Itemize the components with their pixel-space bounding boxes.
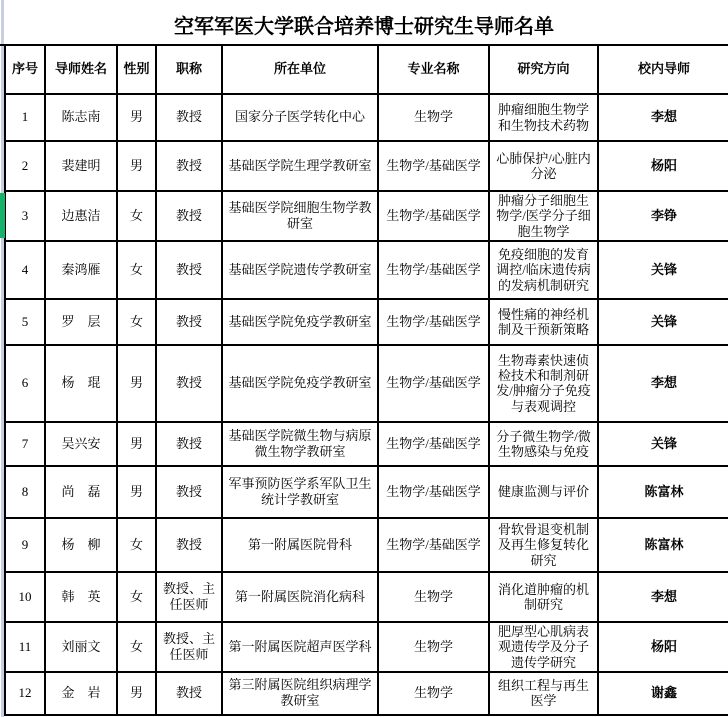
cell-supervisor-name: 杨 柳 (45, 518, 117, 572)
cell-supervisor-name: 陈志南 (45, 94, 117, 141)
cell-major: 生物学/基础医学 (378, 191, 489, 241)
table-row (5, 672, 728, 715)
cell-gender: 男 (117, 422, 156, 466)
cell-research-direction: 肿瘤细胞生物学和生物技术药物 (489, 94, 598, 141)
cell-job-title: 教授 (156, 345, 222, 422)
cell-index: 7 (5, 422, 45, 466)
cell-job-title: 教授、主任医师 (156, 622, 222, 672)
cell-gender: 女 (117, 572, 156, 622)
cell-major: 生物学 (378, 672, 489, 715)
cell-unit: 第一附属医院超声医学科 (222, 622, 378, 672)
cell-unit: 基础医学院微生物与病原微生物学教研室 (222, 422, 378, 466)
cell-major: 生物学 (378, 572, 489, 622)
cell-major: 生物学/基础医学 (378, 518, 489, 572)
cell-research-direction: 骨软骨退变机制及再生修复转化研究 (489, 518, 598, 572)
cell-job-title: 教授 (156, 672, 222, 715)
header-row (5, 45, 728, 94)
cell-gender: 男 (117, 466, 156, 518)
cell-job-title: 教授 (156, 191, 222, 241)
cell-research-direction: 慢性痛的神经机制及干预新策略 (489, 299, 598, 345)
cell-supervisor-name: 吴兴安 (45, 422, 117, 466)
table-row (5, 572, 728, 622)
cell-major: 生物学/基础医学 (378, 345, 489, 422)
cell-gender: 男 (117, 672, 156, 715)
cell-internal-supervisor: 李想 (598, 572, 728, 622)
cell-major: 生物学 (378, 622, 489, 672)
cell-unit: 第一附属医院骨科 (222, 518, 378, 572)
supervisor-table (4, 44, 728, 716)
header-gender: 性别 (117, 45, 156, 94)
cell-internal-supervisor: 李铮 (598, 191, 728, 241)
cell-job-title: 教授 (156, 422, 222, 466)
cell-internal-supervisor: 谢鑫 (598, 672, 728, 715)
cell-internal-supervisor: 关锋 (598, 241, 728, 299)
cell-unit: 第一附属医院消化病科 (222, 572, 378, 622)
cell-job-title: 教授 (156, 141, 222, 191)
cell-gender: 男 (117, 345, 156, 422)
cell-unit: 基础医学院免疫学教研室 (222, 299, 378, 345)
cell-research-direction: 健康监测与评价 (489, 466, 598, 518)
header-unit: 所在单位 (222, 45, 378, 94)
table-row (5, 622, 728, 672)
cell-job-title: 教授 (156, 94, 222, 141)
table-row (5, 141, 728, 191)
cell-index: 2 (5, 141, 45, 191)
cell-research-direction: 分子微生物学/微生物感染与免疫 (489, 422, 598, 466)
row3-selection-mark (0, 193, 5, 238)
cell-research-direction: 肥厚型心肌病表观遗传学及分子遗传学研究 (489, 622, 598, 672)
cell-unit: 第三附属医院组织病理学教研室 (222, 672, 378, 715)
cell-supervisor-name: 罗 层 (45, 299, 117, 345)
cell-gender: 女 (117, 299, 156, 345)
cell-major: 生物学 (378, 94, 489, 141)
cell-major: 生物学/基础医学 (378, 141, 489, 191)
cell-index: 5 (5, 299, 45, 345)
cell-index: 10 (5, 572, 45, 622)
cell-index: 8 (5, 466, 45, 518)
cell-job-title: 教授、主任医师 (156, 572, 222, 622)
cell-internal-supervisor: 关锋 (598, 299, 728, 345)
cell-supervisor-name: 边惠洁 (45, 191, 117, 241)
header-internal-supervisor: 校内导师 (598, 45, 728, 94)
cell-research-direction: 心肺保护/心脏内分泌 (489, 141, 598, 191)
cell-gender: 女 (117, 518, 156, 572)
cell-gender: 女 (117, 622, 156, 672)
cell-index: 12 (5, 672, 45, 715)
cell-internal-supervisor: 李想 (598, 345, 728, 422)
cell-index: 6 (5, 345, 45, 422)
cell-internal-supervisor: 陈富林 (598, 466, 728, 518)
cell-research-direction: 免疫细胞的发育调控/临床遗传病的发病机制研究 (489, 241, 598, 299)
cell-index: 4 (5, 241, 45, 299)
header-job-title: 职称 (156, 45, 222, 94)
cell-research-direction: 生物毒素快速侦检技术和制剂研发/肿瘤分子免疫与表观调控 (489, 345, 598, 422)
cell-index: 11 (5, 622, 45, 672)
cell-internal-supervisor: 陈富林 (598, 518, 728, 572)
cell-index: 1 (5, 94, 45, 141)
cell-unit: 基础医学院遗传学教研室 (222, 241, 378, 299)
table-row (5, 94, 728, 141)
cell-gender: 女 (117, 241, 156, 299)
header-index: 序号 (5, 45, 45, 94)
header-major: 专业名称 (378, 45, 489, 94)
cell-unit: 军事预防医学系军队卫生统计学教研室 (222, 466, 378, 518)
cell-research-direction: 消化道肿瘤的机制研究 (489, 572, 598, 622)
cell-supervisor-name: 韩 英 (45, 572, 117, 622)
cell-supervisor-name: 秦鸿雁 (45, 241, 117, 299)
cell-supervisor-name: 裴建明 (45, 141, 117, 191)
cell-supervisor-name: 杨 琨 (45, 345, 117, 422)
cell-supervisor-name: 金 岩 (45, 672, 117, 715)
cell-unit: 基础医学院生理学教研室 (222, 141, 378, 191)
cell-internal-supervisor: 杨阳 (598, 622, 728, 672)
cell-unit: 基础医学院免疫学教研室 (222, 345, 378, 422)
cell-major: 生物学/基础医学 (378, 299, 489, 345)
table-row (5, 518, 728, 572)
cell-internal-supervisor: 李想 (598, 94, 728, 141)
page-title: 空军军医大学联合培养博士研究生导师名单 (174, 16, 554, 38)
cell-index: 3 (5, 191, 45, 241)
cell-job-title: 教授 (156, 466, 222, 518)
cell-unit: 基础医学院细胞生物学教研室 (222, 191, 378, 241)
header-supervisor-name: 导师姓名 (45, 45, 117, 94)
table-row (5, 422, 728, 466)
cell-job-title: 教授 (156, 518, 222, 572)
cell-research-direction: 组织工程与再生医学 (489, 672, 598, 715)
cell-major: 生物学/基础医学 (378, 466, 489, 518)
cell-gender: 女 (117, 191, 156, 241)
header-research-direction: 研究方向 (489, 45, 598, 94)
cell-job-title: 教授 (156, 241, 222, 299)
cell-index: 9 (5, 518, 45, 572)
cell-supervisor-name: 刘丽文 (45, 622, 117, 672)
table-row (5, 241, 728, 299)
cell-supervisor-name: 尚 磊 (45, 466, 117, 518)
cell-gender: 男 (117, 94, 156, 141)
table-row (5, 345, 728, 422)
table-row (5, 466, 728, 518)
cell-gender: 男 (117, 141, 156, 191)
cell-internal-supervisor: 杨阳 (598, 141, 728, 191)
table-row (5, 191, 728, 241)
cell-unit: 国家分子医学转化中心 (222, 94, 378, 141)
cell-major: 生物学/基础医学 (378, 422, 489, 466)
cell-job-title: 教授 (156, 299, 222, 345)
cell-research-direction: 肿瘤分子细胞生物学/医学分子细胞生物学 (489, 191, 598, 241)
cell-internal-supervisor: 关锋 (598, 422, 728, 466)
table-row (5, 299, 728, 345)
cell-major: 生物学/基础医学 (378, 241, 489, 299)
